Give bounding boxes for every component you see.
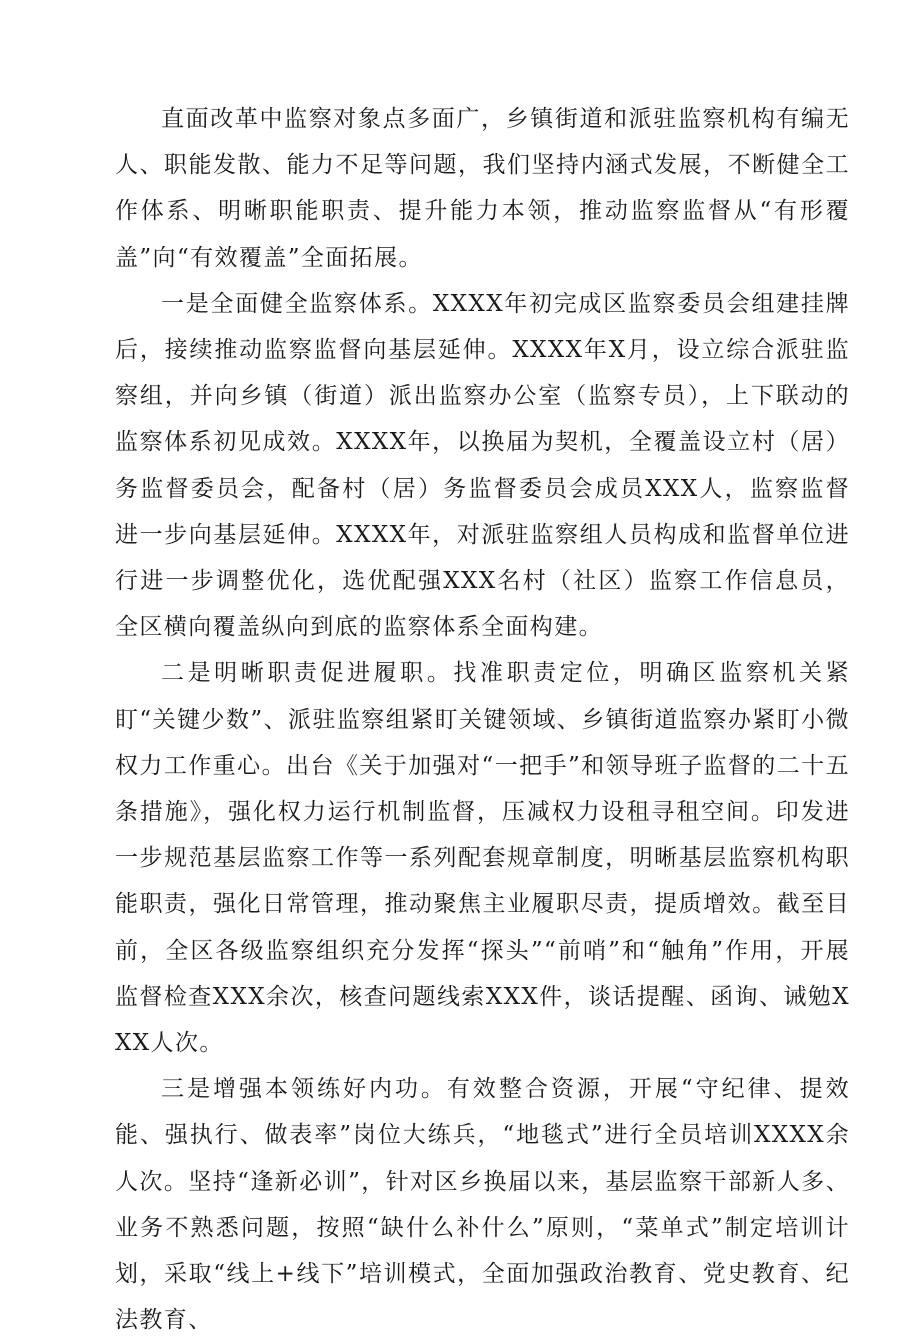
paragraph-duties: 二是明晰职责促进履职。找准职责定位，明确区监察机关紧盯“关键少数”、派驻监察组紧盯关键领域、乡镇街道监察办紧盯小微权力工作重心。出台《关于加强对“一把手”和领导班子监督的二十五条措施》，强化权力运行机制监督，压减权力设租寻租空间。印发进一步规范基层监察工作等一系列配套规章制度，明晰基层监察机构职能职责，强化日常管理，推动聚焦主业履职尽责，提质增效。截至目前，全区各级监察组织充分发挥“探头”“前哨”和“触角”作用，开展监督检查XXX余次，核查问题线索XXX件，谈话提醒、函询、诫勉XXX人次。 [115, 660, 850, 1057]
paragraph-intro: 直面改革中监察对象点多面广，乡镇街道和派驻监察机构有编无人、职能发散、能力不足等问题，我们坚持内涵式发展，不断健全工作体系、明晰职能职责、提升能力本领，推动监察监督从“有形覆盖”向“有效覆盖”全面拓展。 [115, 106, 850, 271]
document-body [115, 96, 850, 1343]
paragraph-supervision-system: 一是全面健全监察体系。XXXX年初完成区监察委员会组建挂牌后，接续推动监察监督向基层延伸。XXXX年X月，设立综合派驻监察组，并向乡镇（街道）派出监察办公室（监察专员），上下联动的监察体系初见成效。XXXX年，以换届为契机，全覆盖设立村（居）务监督委员会，配备村（居）务监督委员会成员XXX人，监察监督进一步向基层延伸。XXXX年，对派驻监察组人员构成和监督单位进行进一步调整优化，选优配强XXX名村（社区）监察工作信息员，全区横向覆盖纵向到底的监察体系全面构建。 [115, 290, 850, 641]
paragraph-training: 三是增强本领练好内功。有效整合资源，开展“守纪律、提效能、强执行、做表率”岗位大练兵，“地毯式”进行全员培训XXXX余人次。坚持“逢新必训”，针对区乡换届以来，基层监察干部新人多、业务不熟悉问题，按照“缺什么补什么”原则，“菜单式”制定培训计划，采取“线上+线下”培训模式，全面加强政治教育、党史教育、纪法教育、 [115, 1076, 850, 1334]
